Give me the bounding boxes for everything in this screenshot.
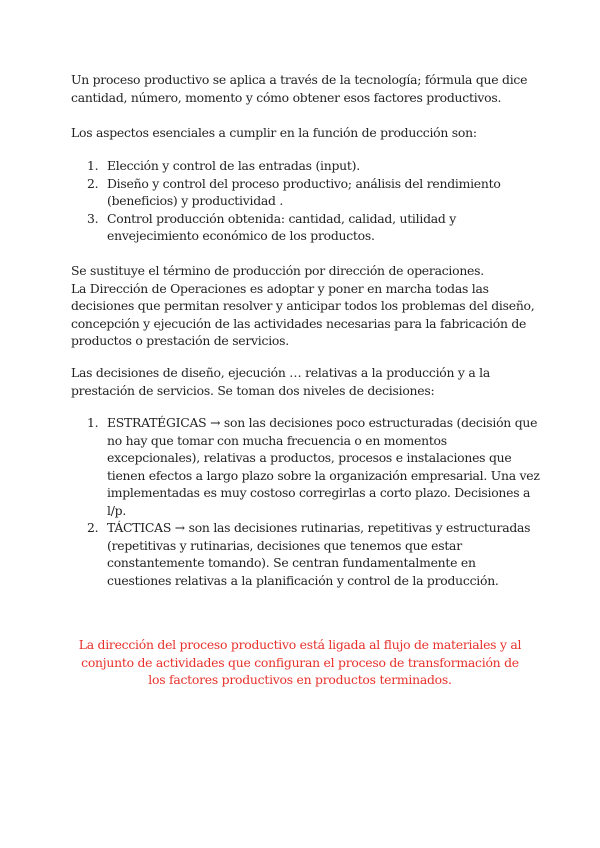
list-item-number: 1. bbox=[87, 415, 99, 430]
list-item-text: Control producción obtenida: cantidad, calidad, utilidad y envejecimiento económico de los productos. bbox=[107, 210, 457, 243]
intro-paragraph: Un proceso productivo se aplica a través de la tecnología; fórmula que dice cantidad, número, momento y cómo obtener esos factores productivos. bbox=[71, 72, 528, 105]
list-item-text: ESTRATÉGICAS → son las decisiones poco estructuradas (decisión que no hay que tomar con mucha frecuencia o en momentos excepcionales), relativas a productos, procesos e instalaciones que tienen efectos a largo plazo sobre la organización empresarial. Una vez implementadas es muy costoso corregirlas a corto plazo. Decisiones a l/p. bbox=[107, 415, 540, 518]
list-item-number: 2. bbox=[87, 175, 99, 191]
list-item-text: Diseño y control del proceso productivo; análisis del rendimiento (beneficios) y productividad . bbox=[107, 175, 501, 208]
list-item bbox=[71, 175, 541, 210]
list-item bbox=[71, 519, 541, 589]
list-item bbox=[71, 414, 541, 519]
highlighted-note: La dirección del proceso productivo está ligada al flujo de materiales y al conjunto de actividades que configuran el proceso de transformación de los factores productivos en productos terminados. bbox=[78, 637, 522, 687]
decisions-paragraph: Las decisiones de diseño, ejecución … relativas a la producción y a la prestación de servicios. Se toman dos niveles de decisiones: bbox=[71, 365, 491, 398]
operations-line-2: La Dirección de Operaciones es adoptar y poner en marcha todas las decisiones que permitan resolver y anticipar todos los problemas del diseño, concepción y ejecución de las actividades necesarias para la fabricación de productos o prestación de servicios. bbox=[71, 280, 535, 348]
decision-levels-list bbox=[71, 414, 541, 589]
list-item bbox=[71, 210, 541, 245]
aspects-heading: Los aspectos esenciales a cumplir en la función de producción son: bbox=[71, 125, 477, 140]
list-item-text: Elección y control de las entradas (input). bbox=[107, 158, 360, 173]
list-item bbox=[71, 157, 541, 175]
operations-line-1: Se sustituye el término de producción por dirección de operaciones. bbox=[71, 263, 484, 278]
list-item-number: 2. bbox=[87, 520, 99, 535]
operations-paragraph bbox=[71, 262, 541, 350]
list-item-text: TÁCTICAS → son las decisiones rutinarias, repetitivas y estructuradas (repetitivas y rutinarias, decisiones que tenemos que estar constantemente tomando). Se centran fundamentalmente en cuestiones relativas a la planificación y control de la producción. bbox=[107, 520, 531, 588]
aspects-list bbox=[71, 157, 541, 245]
list-item-number: 3. bbox=[87, 210, 99, 226]
list-item-number: 1. bbox=[87, 158, 99, 173]
